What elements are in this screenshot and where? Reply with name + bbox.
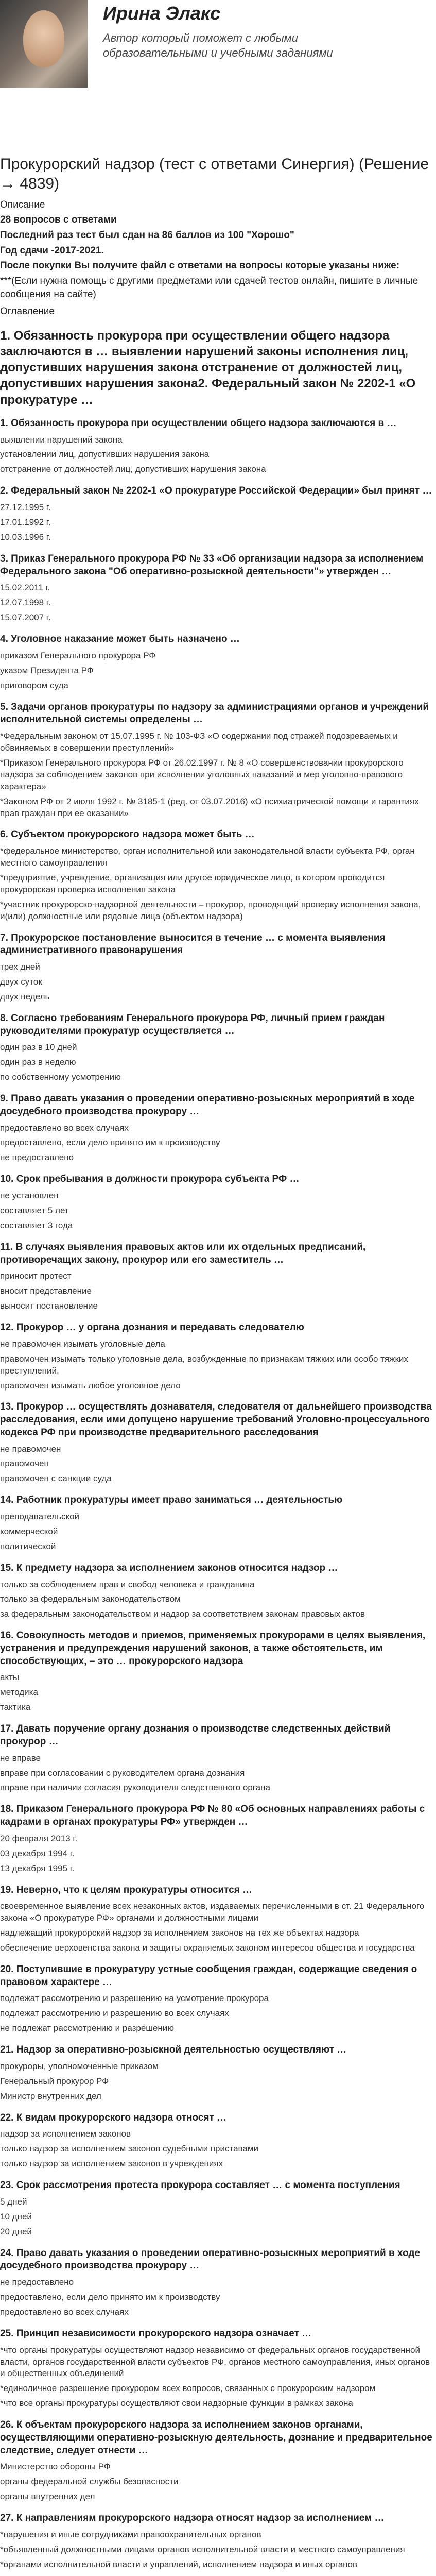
- answer-option: выявлении нарушений закона: [0, 434, 123, 445]
- page-title: Прокурорский надзор (тест с ответами Синергия) (Решение → 4839): [0, 156, 429, 193]
- answer-option: не правомочен изымать уголовные дела: [0, 1338, 165, 1349]
- answer-option: 10 дней: [0, 2211, 32, 2222]
- question: 11. В случаях выявления правовых актов или их отдельных предписаний, противоречащих закону, прокурор или его заместитель …: [0, 1241, 366, 1265]
- answer-option: надлежащий прокурорский надзор за исполнением законов на тех же объектах надзора: [0, 1928, 359, 1938]
- question: 8. Согласно требованиям Генерального прокурора РФ, личный прием граждан руководителями прокуратур осуществляется …: [0, 1012, 385, 1037]
- question: 15. К предмету надзора за исполнением законов относится надзор …: [0, 1562, 338, 1573]
- answer-option: 20 февраля 2013 г.: [0, 1833, 78, 1843]
- answer-option: предоставлено во всех случаях: [0, 2307, 129, 2317]
- answer-option: установлении лиц, допустивших нарушения закона: [0, 449, 210, 460]
- answer-option: *Законом РФ от 2 июля 1992 г. № 3185-1 (ред. от 03.07.2016) «О психиатрической помощи и гарантиях прав граждан при ее оказании»: [0, 796, 419, 818]
- answer-option: правомочен изымать любое уголовное дело: [0, 1380, 181, 1391]
- question: 4. Уголовное наказание может быть назначено …: [0, 634, 240, 645]
- answer-option: органы внутренних дел: [0, 2492, 95, 2502]
- question: 26. К объектам прокурорского надзора за исполнением законов органами, осуществляющими оперативно-розыскную деятельность, дознание и предварительное следствие, следует отнести …: [0, 2419, 432, 2456]
- answer-option: только надзор за исполнением законов в учреждениях: [0, 2159, 223, 2169]
- answer-option: только надзор за исполнением законов судебными приставами: [0, 2144, 259, 2154]
- answer-option: 15.02.2011 г.: [0, 583, 50, 593]
- toc-label: Оглавление: [0, 306, 55, 317]
- question: 1. Обязанность прокурора при осуществлении общего надзора заключаются в …: [0, 417, 397, 429]
- answer-option: приказом Генерального прокурора РФ: [0, 650, 156, 660]
- question: 1. Обязанность прокурора при осуществлении общего надзора заключаются в … выявлении нарушений законы исполнения лиц, допустивших нарушения закона отстранение от должностей лиц, допустивших нарушения закона2. Федеральный закон № 2202-1 «О прокуратуре …: [0, 328, 416, 407]
- answer-option: Генеральный прокурор РФ: [0, 2076, 109, 2086]
- author-name[interactable]: Ирина Элакс: [103, 3, 221, 24]
- answer-option: органы федеральной службы безопасности: [0, 2477, 179, 2487]
- meta-line: ***(Если нужна помощь с другими предметами или сдачей тестов онлайн, пишите в личные сообщения на сайте): [0, 275, 418, 300]
- answer-option: *объявленный должностными лицами органов исполнительной власти и местного самоуправления: [0, 2544, 405, 2554]
- question: 16. Совокупность методов и приемов, применяемых прокурорами в целях выявления, устранения и предупреждения нарушений законов, а также обстоятельств, им способствующих, – это … прокурорского надзора: [0, 1630, 426, 1667]
- answer-option: *Федеральным законом от 15.07.1995 г. № 103-ФЗ «О содержании под стражей подозреваемых и обвиняемых в совершении преступлений»: [0, 731, 398, 753]
- answer-option: прокуроры, уполномоченные приказом: [0, 2061, 159, 2071]
- meta-line: Год сдачи -2017-2021.: [0, 245, 104, 256]
- answer-option: *федеральное министерство, орган исполнительной или законодательной власти субъекта РФ, орган местного самоуправления: [0, 846, 415, 868]
- answer-option: двух недель: [0, 992, 50, 1002]
- answer-option: за федеральным законодательством и надзор за соответствием законам правовых актов: [0, 1609, 365, 1619]
- question: 3. Приказ Генерального прокурора РФ № 33 «Об организации надзора за исполнением Федерального закона "Об оперативно-розыскной деятельности"» утвержден …: [0, 553, 424, 577]
- meta-line: Последний раз тест был сдан на 86 баллов из 100 "Хорошо": [0, 230, 294, 241]
- question: 24. Право давать указания о проведении оперативно-розыскных мероприятий в ходе досудебного производства прокурору …: [0, 2247, 421, 2272]
- question: 21. Надзор за оперативно-розыскной деятельностью осуществляют …: [0, 2044, 347, 2056]
- answer-option: приговором суда: [0, 680, 68, 690]
- answer-option: надзор за исполнением законов: [0, 2129, 131, 2139]
- question: 20. Поступившие в прокуратуру устные сообщения граждан, содержащие сведения о правовом характере …: [0, 1964, 417, 1988]
- answer-option: отстранение от должностей лиц, допустивших нарушения закона: [0, 464, 266, 474]
- question: 2. Федеральный закон № 2202-1 «О прокуратуре Российской Федерации» был принят …: [0, 485, 432, 497]
- answer-option: обеспечение верховенства закона и защиты охраняемых законом интересов общества и государства: [0, 1943, 415, 1953]
- answer-option: не предоставлено: [0, 2277, 74, 2287]
- author-card: [0, 0, 436, 144]
- meta-line: После покупки Вы получите файл с ответами на вопросы которые указаны ниже:: [0, 260, 400, 272]
- answer-option: приносит протест: [0, 1271, 72, 1281]
- answer-option: выносит постановление: [0, 1301, 98, 1311]
- answer-option: правомочен с санкции суда: [0, 1473, 112, 1484]
- answer-option: не установлен: [0, 1191, 59, 1201]
- answer-option: *что все органы прокуратуры осуществляют свои надзорные функции в рамках закона: [0, 2398, 353, 2409]
- answer-option: своевременное выявление всех незаконных актов, издаваемых перечисленными в ст. 21 Федерального закона «О прокуратуре РФ» органами и должностными лицами: [0, 1901, 425, 1923]
- answer-option: *что органы прокуратуры осуществляют надзор независимо от федеральных органов государственной власти, органов государственной власти субъектов РФ, органов местного самоуправления, иных органов и общественных объединений: [0, 2345, 430, 2379]
- answer-option: подлежат рассмотрению и разрешению во всех случаях: [0, 2008, 229, 2019]
- answer-option: 03 декабря 1994 г.: [0, 1848, 75, 1858]
- answer-option: *органами исполнительной власти и управлений, исполнением надзора и иных органов: [0, 2559, 358, 2569]
- question: 19. Неверно, что к целям прокуратуры относится …: [0, 1884, 253, 1895]
- answer-option: 15.07.2007 г.: [0, 613, 51, 623]
- answer-option: не подлежат рассмотрению и разрешению: [0, 2023, 175, 2033]
- answer-option: составляет 5 лет: [0, 1205, 69, 1215]
- question: 27. К направлениям прокурорского надзора относят надзор за исполнением …: [0, 2513, 385, 2524]
- meta-line: Описание: [0, 199, 45, 210]
- answer-option: только за федеральным законодательством: [0, 1594, 181, 1604]
- answer-option: предоставлено, если дело принято им к производству: [0, 2292, 220, 2302]
- answer-option: тактика: [0, 1702, 31, 1713]
- answer-option: методика: [0, 1687, 38, 1698]
- answer-option: один раз в неделю: [0, 1057, 76, 1067]
- answer-option: 10.03.1996 г.: [0, 532, 51, 542]
- answer-option: только за соблюдением прав и свобод человека и гражданина: [0, 1579, 255, 1589]
- answer-option: Министр внутренних дел: [0, 2091, 101, 2101]
- question: 9. Право давать указания о проведении оперативно-розыскных мероприятий в ходе досудебного производства прокурору …: [0, 1093, 415, 1117]
- answer-option: 13 декабря 1995 г.: [0, 1863, 75, 1873]
- question: 6. Субъектом прокурорского надзора может быть …: [0, 829, 255, 840]
- answer-option: вправе при согласовании с руководителем органа дознания: [0, 1768, 245, 1778]
- answer-option: Министерство обороны РФ: [0, 2462, 111, 2472]
- answer-option: акты: [0, 1672, 20, 1683]
- answer-option: преподавательской: [0, 1512, 80, 1522]
- answer-option: политической: [0, 1541, 56, 1551]
- answer-option: по собственному усмотрению: [0, 1072, 121, 1082]
- answer-option: коммерческой: [0, 1526, 58, 1536]
- question: 17. Давать поручение органу дознания о производстве следственных действий прокурор …: [0, 1723, 391, 1747]
- answer-option: *единоличное разрешение прокурором всех вопросов, связанных с прокурорским надзором: [0, 2383, 376, 2394]
- answer-option: вправе при наличии согласия руководителя следственного органа: [0, 1783, 270, 1793]
- question: 7. Прокурорское постановление выносится в течение … с момента выявления административного правонарушения: [0, 932, 386, 956]
- answer-option: 12.07.1998 г.: [0, 598, 51, 608]
- author-description: Автор который поможет с любыми образовательными и учебными заданиями: [103, 31, 333, 59]
- answer-option: *участник прокурорско-надзорной деятельности – прокурор, проводящий проверку исполнения закона, и(или) должностные или рядовые лица (объектом надзора): [0, 899, 421, 921]
- answer-option: один раз в 10 дней: [0, 1042, 77, 1053]
- answer-option: не правомочен: [0, 1444, 61, 1454]
- question: 18. Приказом Генерального прокурора РФ № 80 «Об основных направлениях работы с кадрами в органах прокуратуры РФ» утвержден …: [0, 1804, 425, 1828]
- answer-option: 27.12.1995 г.: [0, 502, 51, 513]
- answer-option: *нарушения и иные сотрудниками правоохранительных органов: [0, 2529, 261, 2539]
- meta-line: 28 вопросов с ответами: [0, 214, 117, 226]
- answer-option: 5 дней: [0, 2196, 27, 2207]
- answer-option: подлежат рассмотрению и разрешению на усмотрение прокурора: [0, 1993, 269, 2004]
- avatar[interactable]: [0, 0, 88, 88]
- answer-option: предоставлено, если дело принято им к производству: [0, 1138, 220, 1148]
- answer-option: не вправе: [0, 1753, 41, 1763]
- question: 23. Срок рассмотрения протеста прокурора составляет … с момента поступления: [0, 2180, 400, 2191]
- answer-option: *Приказом Генерального прокурора РФ от 26.02.1997 г. № 8 «О совершенствовании прокурорского надзора за соблюдением законов при исполнении уголовных наказаний и мер уголовно-правового характера»: [0, 757, 404, 791]
- answer-option: не предоставлено: [0, 1153, 74, 1163]
- answer-option: двух суток: [0, 977, 42, 987]
- qa-list: [0, 328, 436, 2576]
- question: 13. Прокурор … осуществлять дознавателя, следователя от дальнейшего производства расследования, если ими допущено нарушение требований Уголовно-процессуального кодекса РФ при производстве предварительного расследования: [0, 1401, 432, 1438]
- answer-option: 17.01.1992 г.: [0, 517, 51, 527]
- answer-option: правомочен изымать только уголовные дела, возбужденные по признакам тяжких или особо тяжких преступлений,: [0, 1353, 408, 1376]
- question: 25. Принцип независимости прокурорского надзора означает …: [0, 2328, 312, 2339]
- document-content: [0, 155, 436, 2576]
- answer-option: 20 дней: [0, 2226, 32, 2236]
- answer-option: *предприятие, учреждение, организация или другое юридическое лицо, в котором проводится прокурорская проверка исполнения закона: [0, 873, 385, 894]
- question: 14. Работник прокуратуры имеет право заниматься … деятельностью: [0, 1495, 343, 1506]
- question: 5. Задачи органов прокуратуры по надзору за администрациями органов и учреждений исполнительной системы определены …: [0, 701, 429, 725]
- answer-option: правомочен: [0, 1459, 49, 1469]
- question: 10. Срок пребывания в должности прокурора субъекта РФ …: [0, 1174, 300, 1185]
- answer-option: вносит представление: [0, 1286, 92, 1296]
- question: 12. Прокурор … у органа дознания и передавать следователю: [0, 1322, 304, 1333]
- answer-option: составляет 3 года: [0, 1220, 73, 1230]
- answer-option: указом Президента РФ: [0, 665, 94, 675]
- answer-option: трех дней: [0, 962, 40, 972]
- answer-option: предоставлено во всех случаях: [0, 1123, 129, 1133]
- question: 22. К видам прокурорского надзора относят …: [0, 2112, 227, 2123]
- meta-block: [0, 198, 436, 301]
